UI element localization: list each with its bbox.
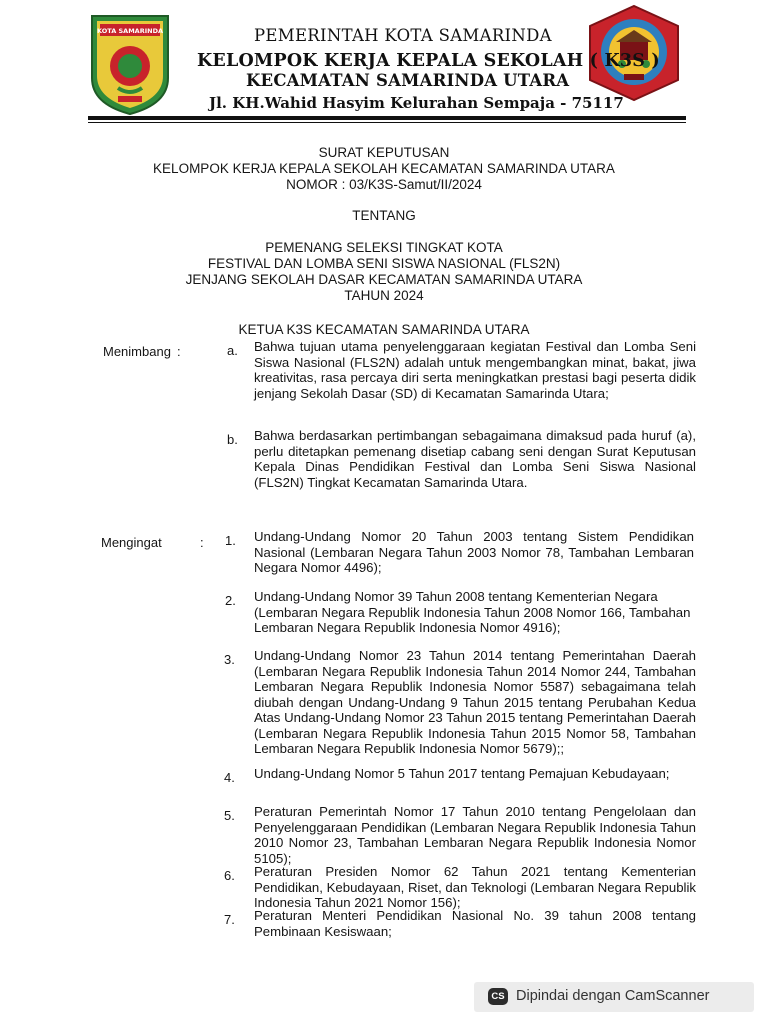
subject-line-1: PEMENANG SELEKSI TINGKAT KOTA (265, 240, 503, 255)
document-type: SURAT KEPUTUSAN (318, 145, 450, 160)
menimbang-label: Menimbang (103, 344, 171, 359)
letterhead-line-2: KELOMPOK KERJA KEPALA SEKOLAH ( K3S ) (197, 51, 660, 71)
svg-text:KOTA SAMARINDA: KOTA SAMARINDA (97, 27, 163, 35)
subject-line-3: JENJANG SEKOLAH DASAR KECAMATAN SAMARINDA UTARA (185, 272, 583, 287)
mengingat-marker-7: 7. (224, 912, 235, 927)
camscanner-text: Dipindai dengan CamScanner (516, 988, 710, 1004)
letterhead-line-1: PEMERINTAH KOTA SAMARINDA (254, 26, 552, 45)
mengingat-colon: : (200, 535, 204, 550)
menimbang-item-b: Bahwa berdasarkan pertimbangan sebagaimana dimaksud pada huruf (a), perlu ditetapkan pemenang disetiap cabang seni dengan Surat Keputusan Kepala Dinas Pendidikan Festival dan Lomba Seni Siswa Nasional (FLS2N) Tingkat Kecamatan Samarinda Utara. (254, 428, 696, 490)
letterhead-address: Jl. KH.Wahid Hasyim Kelurahan Sempaja - 75117 (209, 94, 624, 112)
mengingat-marker-6: 6. (224, 868, 235, 883)
letterhead-rule-thick (88, 116, 686, 120)
mengingat-marker-3: 3. (224, 652, 235, 667)
letterhead-rule-thin (88, 122, 686, 123)
mengingat-marker-2: 2. (225, 593, 236, 608)
mengingat-item-3: Undang-Undang Nomor 23 Tahun 2014 tentang Pemerintahan Daerah (Lembaran Negara Republik Indonesia Tahun 2014 Nomor 244, Tambahan Lembaran Negara Republik Indonesia Nomor 5587) sebagaimana telah diubah dengan Undang-Undang 9 Tahun 2015 tentang Perubahan Kedua Atas Undang-Undang Nomor 23 Tahun 2015 tentang Pemerintahan Daerah (Lembaran Negara Republik Indonesia Tahun 2015 Nomor 58, Tambahan Lembaran Negara Republik Indonesia Nomor 5679);; (254, 648, 696, 756)
mengingat-item-6: Peraturan Presiden Nomor 62 Tahun 2021 tentang Kementerian Pendidikan, Kebudayaan, Riset, dan Teknologi (Lembaran Negara Republik Indonesia Tahun 2021 Nomor 156); (254, 864, 696, 910)
mengingat-item-4: Undang-Undang Nomor 5 Tahun 2017 tentang Pemajuan Kebudayaan; (254, 766, 670, 781)
mengingat-item-1: Undang-Undang Nomor 20 Tahun 2003 tentang Sistem Pendidikan Nasional (Lembaran Negara Tahun 2003 Nomor 78, Tambahan Lembaran Negara Nomor 4496); (254, 529, 694, 575)
kota-samarinda-emblem-icon (88, 12, 172, 116)
mengingat-marker-4: 4. (224, 770, 235, 785)
signatory-heading: KETUA K3S KECAMATAN SAMARINDA UTARA (238, 322, 530, 337)
tentang-heading: TENTANG (352, 208, 416, 223)
mengingat-item-5: Peraturan Pemerintah Nomor 17 Tahun 2010 tentang Pengelolaan dan Penyelenggaraan Pendidikan (Lembaran Negara Republik Indonesia Tahun 2010 Nomor 23, Tambahan Lembaran Negara Republik Indonesia Nomor 5105); (254, 804, 696, 866)
mengingat-item-7: Peraturan Menteri Pendidikan Nasional No. 39 tahun 2008 tentang Pembinaan Kesiswaan; (254, 908, 696, 939)
subject-line-4: TAHUN 2024 (344, 288, 424, 303)
mengingat-marker-5: 5. (224, 808, 235, 823)
menimbang-colon: : (177, 344, 181, 359)
camscanner-logo-icon: CS (488, 988, 508, 1005)
document-number: NOMOR : 03/K3S-Samut/II/2024 (286, 177, 482, 192)
letterhead-line-3: KECAMATAN SAMARINDA UTARA (246, 71, 570, 90)
subject-line-2: FESTIVAL DAN LOMBA SENI SISWA NASIONAL (FLS2N) (207, 256, 561, 271)
menimbang-marker-a: a. (227, 343, 238, 358)
mengingat-label: Mengingat (101, 535, 162, 550)
menimbang-marker-b: b. (227, 432, 238, 447)
document-issuer: KELOMPOK KERJA KEPALA SEKOLAH KECAMATAN SAMARINDA UTARA (153, 161, 615, 176)
mengingat-marker-1: 1. (225, 533, 236, 548)
menimbang-item-a: Bahwa tujuan utama penyelenggaraan kegiatan Festival dan Lomba Seni Siswa Nasional (FLS2N) adalah untuk mengembangkan minat, bakat, jiwa kreativitas, rasa percaya diri serta meningkatkan prestasi bagi peserta didik jenjang Sekolah Dasar (SD) di Kecamatan Samarinda Utara; (254, 339, 696, 401)
mengingat-item-2: Undang-Undang Nomor 39 Tahun 2008 tentang Kementerian Negara (Lembaran Negara Republik Indonesia Tahun 2008 Nomor 166, Tambahan Lembaran Negara Republik Indonesia Nomor 4916); (254, 589, 691, 635)
